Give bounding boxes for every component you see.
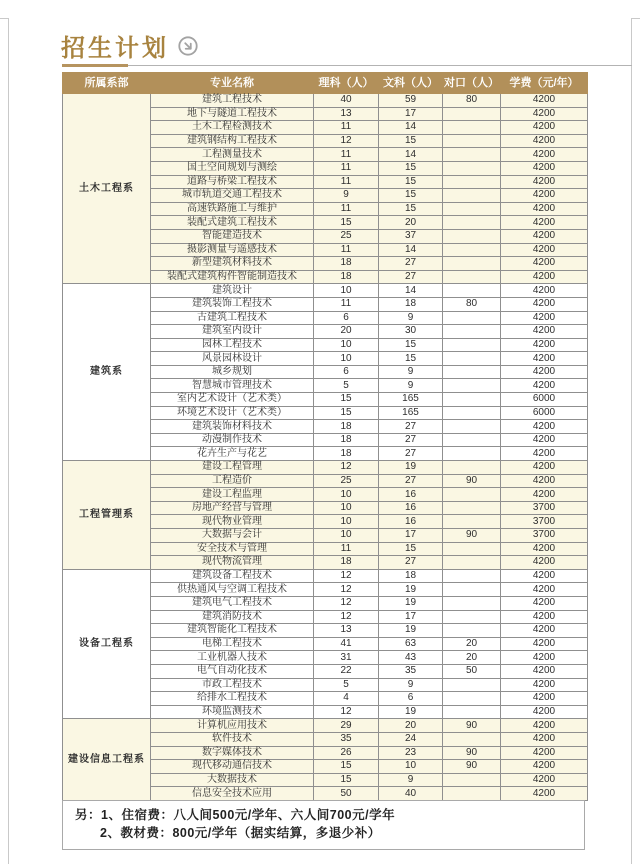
tuition-cell: 4200 [501,202,588,216]
tuition-cell: 4200 [501,692,588,706]
arts-count-cell: 18 [379,569,443,583]
tuition-cell: 4200 [501,447,588,461]
major-name-cell: 环境监测技术 [151,705,314,719]
column-header: 专业名称 [151,73,314,94]
science-count-cell: 11 [314,202,379,216]
tuition-cell: 4200 [501,556,588,570]
science-count-cell: 12 [314,705,379,719]
counterpart-count-cell [443,338,501,352]
science-count-cell: 5 [314,678,379,692]
science-count-cell: 6 [314,311,379,325]
science-count-cell: 31 [314,651,379,665]
science-count-cell: 15 [314,760,379,774]
major-name-cell: 建筑工程技术 [151,94,314,108]
science-count-cell: 18 [314,556,379,570]
counterpart-count-cell [443,121,501,135]
science-count-cell: 50 [314,787,379,801]
arts-count-cell: 16 [379,501,443,515]
science-count-cell: 25 [314,474,379,488]
tuition-cell: 4200 [501,243,588,257]
counterpart-count-cell [443,134,501,148]
column-header: 理科（人） [314,73,379,94]
counterpart-count-cell [443,501,501,515]
counterpart-count-cell [443,433,501,447]
tuition-cell: 4200 [501,379,588,393]
tuition-cell: 6000 [501,406,588,420]
counterpart-count-cell [443,243,501,257]
major-name-cell: 建筑电气工程技术 [151,596,314,610]
science-count-cell: 18 [314,270,379,284]
counterpart-count-cell [443,610,501,624]
tuition-cell: 4200 [501,352,588,366]
counterpart-count-cell: 80 [443,297,501,311]
science-count-cell: 12 [314,583,379,597]
tuition-cell: 4200 [501,338,588,352]
tuition-cell: 4200 [501,175,588,189]
science-count-cell: 18 [314,433,379,447]
counterpart-count-cell [443,515,501,529]
counterpart-count-cell [443,787,501,801]
tuition-cell: 4200 [501,189,588,203]
major-name-cell: 国土空间规划与测绘 [151,161,314,175]
tuition-cell: 4200 [501,433,588,447]
column-header: 所属系部 [63,73,151,94]
tuition-cell: 4200 [501,216,588,230]
counterpart-count-cell [443,379,501,393]
counterpart-count-cell [443,216,501,230]
department-cell: 设备工程系 [63,569,151,719]
department-cell: 建筑系 [63,284,151,461]
arts-count-cell: 20 [379,216,443,230]
tuition-cell: 4200 [501,678,588,692]
department-section [63,719,588,801]
department-cell: 建设信息工程系 [63,719,151,801]
counterpart-count-cell [443,692,501,706]
arts-count-cell: 24 [379,732,443,746]
arts-count-cell: 15 [379,175,443,189]
tuition-cell: 4200 [501,610,588,624]
arts-count-cell: 6 [379,692,443,706]
counterpart-count-cell [443,420,501,434]
major-name-cell: 装配式建筑工程技术 [151,216,314,230]
science-count-cell: 12 [314,134,379,148]
tuition-cell: 4200 [501,596,588,610]
science-count-cell: 4 [314,692,379,706]
major-name-cell: 高速铁路施工与维护 [151,202,314,216]
department-section [63,94,588,284]
counterpart-count-cell [443,365,501,379]
major-name-cell: 建筑智能化工程技术 [151,624,314,638]
science-count-cell: 11 [314,148,379,162]
science-count-cell: 10 [314,352,379,366]
major-name-cell: 智能建造技术 [151,229,314,243]
counterpart-count-cell [443,325,501,339]
counterpart-count-cell [443,447,501,461]
tuition-cell: 4200 [501,569,588,583]
tuition-cell: 4200 [501,760,588,774]
counterpart-count-cell [443,542,501,556]
arts-count-cell: 16 [379,515,443,529]
table-row [63,284,588,298]
major-name-cell: 给排水工程技术 [151,692,314,706]
tuition-cell: 6000 [501,393,588,407]
arts-count-cell: 19 [379,596,443,610]
science-count-cell: 6 [314,365,379,379]
arts-count-cell: 27 [379,257,443,271]
science-count-cell: 10 [314,515,379,529]
counterpart-count-cell [443,488,501,502]
major-name-cell: 供热通风与空调工程技术 [151,583,314,597]
science-count-cell: 11 [314,161,379,175]
arts-count-cell: 15 [379,202,443,216]
counterpart-count-cell [443,596,501,610]
counterpart-count-cell [443,678,501,692]
arts-count-cell: 9 [379,678,443,692]
tuition-cell: 4200 [501,325,588,339]
major-name-cell: 电气自动化技术 [151,664,314,678]
arts-count-cell: 15 [379,542,443,556]
major-name-cell: 建筑设备工程技术 [151,569,314,583]
major-name-cell: 装配式建筑构件智能制造技术 [151,270,314,284]
arts-count-cell: 63 [379,637,443,651]
tuition-cell: 4200 [501,637,588,651]
counterpart-count-cell: 50 [443,664,501,678]
science-count-cell: 11 [314,297,379,311]
arts-count-cell: 23 [379,746,443,760]
table-row [63,569,588,583]
counterpart-count-cell [443,257,501,271]
major-name-cell: 房地产经营与管理 [151,501,314,515]
science-count-cell: 20 [314,325,379,339]
science-count-cell: 12 [314,596,379,610]
counterpart-count-cell [443,148,501,162]
science-count-cell: 13 [314,624,379,638]
major-name-cell: 大数据技术 [151,773,314,787]
counterpart-count-cell [443,189,501,203]
science-count-cell: 25 [314,229,379,243]
textbook-fee-note: 2、教材费：800元/学年（据实结算，多退少补） [100,826,381,841]
page-edge-line [8,18,9,864]
tuition-cell: 4200 [501,719,588,733]
tuition-cell: 4200 [501,257,588,271]
tuition-cell: 4200 [501,773,588,787]
tuition-cell: 4200 [501,651,588,665]
counterpart-count-cell: 90 [443,529,501,543]
arts-count-cell: 27 [379,270,443,284]
arts-count-cell: 19 [379,583,443,597]
science-count-cell: 22 [314,664,379,678]
page-title: 招生计划 [61,36,169,62]
science-count-cell: 10 [314,501,379,515]
science-count-cell: 13 [314,107,379,121]
science-count-cell: 11 [314,121,379,135]
counterpart-count-cell: 20 [443,651,501,665]
counterpart-count-cell [443,352,501,366]
counterpart-count-cell: 90 [443,719,501,733]
page-edge-line [631,18,632,864]
arts-count-cell: 17 [379,610,443,624]
major-name-cell: 建筑钢结构工程技术 [151,134,314,148]
arts-count-cell: 9 [379,365,443,379]
table-row [63,719,588,733]
counterpart-count-cell [443,270,501,284]
science-count-cell: 11 [314,542,379,556]
counterpart-count-cell [443,773,501,787]
arts-count-cell: 15 [379,161,443,175]
counterpart-count-cell [443,107,501,121]
counterpart-count-cell [443,583,501,597]
arts-count-cell: 19 [379,461,443,475]
major-name-cell: 信息安全技术应用 [151,787,314,801]
science-count-cell: 11 [314,243,379,257]
accommodation-fee-note: 另：1、住宿费：八人间500元/学年、六人间700元/学年 [75,808,396,822]
tuition-cell: 4200 [501,270,588,284]
science-count-cell: 18 [314,447,379,461]
arts-count-cell: 9 [379,379,443,393]
major-name-cell: 城乡规划 [151,365,314,379]
counterpart-count-cell [443,161,501,175]
tuition-cell: 4200 [501,161,588,175]
arts-count-cell: 27 [379,420,443,434]
arts-count-cell: 40 [379,787,443,801]
tuition-cell: 4200 [501,787,588,801]
tuition-cell: 3700 [501,501,588,515]
tuition-cell: 4200 [501,664,588,678]
major-name-cell: 安全技术与管理 [151,542,314,556]
tuition-cell: 4200 [501,488,588,502]
arts-count-cell: 27 [379,433,443,447]
science-count-cell: 15 [314,393,379,407]
arts-count-cell: 35 [379,664,443,678]
major-name-cell: 建设工程监理 [151,488,314,502]
arts-count-cell: 27 [379,556,443,570]
column-header: 学费（元/年） [501,73,588,94]
science-count-cell: 12 [314,461,379,475]
science-count-cell: 9 [314,189,379,203]
major-name-cell: 风景园林设计 [151,352,314,366]
counterpart-count-cell: 90 [443,760,501,774]
arts-count-cell: 15 [379,338,443,352]
major-name-cell: 智慧城市管理技术 [151,379,314,393]
fees-note-box [62,800,585,850]
tuition-cell: 3700 [501,529,588,543]
science-count-cell: 11 [314,175,379,189]
science-count-cell: 10 [314,529,379,543]
science-count-cell: 5 [314,379,379,393]
counterpart-count-cell [443,229,501,243]
counterpart-count-cell [443,732,501,746]
counterpart-count-cell [443,624,501,638]
arts-count-cell: 19 [379,624,443,638]
arts-count-cell: 43 [379,651,443,665]
science-count-cell: 41 [314,637,379,651]
arts-count-cell: 10 [379,760,443,774]
science-count-cell: 35 [314,732,379,746]
tuition-cell: 4200 [501,732,588,746]
arts-count-cell: 15 [379,189,443,203]
arts-count-cell: 14 [379,243,443,257]
major-name-cell: 现代移动通信技术 [151,760,314,774]
science-count-cell: 10 [314,284,379,298]
arts-count-cell: 9 [379,311,443,325]
arts-count-cell: 14 [379,121,443,135]
counterpart-count-cell: 90 [443,474,501,488]
counterpart-count-cell: 80 [443,94,501,108]
arts-count-cell: 19 [379,705,443,719]
tuition-cell: 4200 [501,94,588,108]
major-name-cell: 环境艺术设计（艺术类） [151,406,314,420]
tuition-cell: 4200 [501,461,588,475]
science-count-cell: 18 [314,420,379,434]
department-section [63,461,588,570]
tuition-cell: 4200 [501,311,588,325]
major-name-cell: 城市轨道交通工程技术 [151,189,314,203]
arts-count-cell: 27 [379,447,443,461]
column-header: 对口（人） [443,73,501,94]
page-corner-mark [631,18,640,19]
tuition-cell: 4200 [501,365,588,379]
table-row [63,94,588,108]
major-name-cell: 工业机器人技术 [151,651,314,665]
arts-count-cell: 59 [379,94,443,108]
tuition-cell: 4200 [501,107,588,121]
major-name-cell: 土木工程检测技术 [151,121,314,135]
arts-count-cell: 14 [379,284,443,298]
title-underline-accent [62,64,128,67]
counterpart-count-cell [443,556,501,570]
major-name-cell: 数字媒体技术 [151,746,314,760]
major-name-cell: 动漫制作技术 [151,433,314,447]
arrow-down-right-circle-icon [177,35,199,57]
tuition-cell: 4200 [501,705,588,719]
major-name-cell: 现代物流管理 [151,556,314,570]
title-underline [128,65,632,66]
column-header: 文科（人） [379,73,443,94]
counterpart-count-cell [443,175,501,189]
department-section [63,284,588,461]
science-count-cell: 26 [314,746,379,760]
counterpart-count-cell [443,311,501,325]
major-name-cell: 工程造价 [151,474,314,488]
tuition-cell: 4200 [501,284,588,298]
major-name-cell: 建筑装饰工程技术 [151,297,314,311]
major-name-cell: 现代物业管理 [151,515,314,529]
major-name-cell: 计算机应用技术 [151,719,314,733]
counterpart-count-cell: 90 [443,746,501,760]
science-count-cell: 12 [314,610,379,624]
table-row [63,461,588,475]
major-name-cell: 建筑装饰材料技术 [151,420,314,434]
tuition-cell: 4200 [501,542,588,556]
major-name-cell: 工程测量技术 [151,148,314,162]
page-header [61,28,199,63]
counterpart-count-cell [443,284,501,298]
counterpart-count-cell [443,202,501,216]
science-count-cell: 15 [314,216,379,230]
tuition-cell: 4200 [501,746,588,760]
major-name-cell: 园林工程技术 [151,338,314,352]
major-name-cell: 市政工程技术 [151,678,314,692]
arts-count-cell: 16 [379,488,443,502]
counterpart-count-cell [443,393,501,407]
arts-count-cell: 37 [379,229,443,243]
counterpart-count-cell [443,705,501,719]
major-name-cell: 建筑室内设计 [151,325,314,339]
arts-count-cell: 14 [379,148,443,162]
arts-count-cell: 27 [379,474,443,488]
science-count-cell: 10 [314,488,379,502]
science-count-cell: 12 [314,569,379,583]
major-name-cell: 花卉生产与花艺 [151,447,314,461]
arts-count-cell: 30 [379,325,443,339]
major-name-cell: 室内艺术设计（艺术类） [151,393,314,407]
enrollment-plan-table [62,72,588,801]
science-count-cell: 15 [314,773,379,787]
arts-count-cell: 20 [379,719,443,733]
major-name-cell: 古建筑工程技术 [151,311,314,325]
major-name-cell: 建筑设计 [151,284,314,298]
arts-count-cell: 165 [379,406,443,420]
major-name-cell: 摄影测量与遥感技术 [151,243,314,257]
department-section [63,569,588,719]
major-name-cell: 道路与桥梁工程技术 [151,175,314,189]
major-name-cell: 电梯工程技术 [151,637,314,651]
major-name-cell: 软件技术 [151,732,314,746]
arts-count-cell: 15 [379,134,443,148]
science-count-cell: 10 [314,338,379,352]
table-header-row [63,73,588,94]
tuition-cell: 4200 [501,121,588,135]
major-name-cell: 建筑消防技术 [151,610,314,624]
arts-count-cell: 18 [379,297,443,311]
major-name-cell: 新型建筑材料技术 [151,257,314,271]
tuition-cell: 4200 [501,229,588,243]
tuition-cell: 4200 [501,474,588,488]
arts-count-cell: 15 [379,352,443,366]
counterpart-count-cell [443,406,501,420]
arts-count-cell: 17 [379,529,443,543]
tuition-cell: 4200 [501,134,588,148]
department-cell: 土木工程系 [63,94,151,284]
major-name-cell: 建设工程管理 [151,461,314,475]
arts-count-cell: 17 [379,107,443,121]
counterpart-count-cell: 20 [443,637,501,651]
major-name-cell: 地下与隧道工程技术 [151,107,314,121]
arts-count-cell: 165 [379,393,443,407]
tuition-cell: 4200 [501,297,588,311]
tuition-cell: 4200 [501,583,588,597]
counterpart-count-cell [443,461,501,475]
department-cell: 工程管理系 [63,461,151,570]
tuition-cell: 4200 [501,624,588,638]
science-count-cell: 29 [314,719,379,733]
major-name-cell: 大数据与会计 [151,529,314,543]
tuition-cell: 4200 [501,420,588,434]
counterpart-count-cell [443,569,501,583]
tuition-cell: 3700 [501,515,588,529]
tuition-cell: 4200 [501,148,588,162]
arts-count-cell: 9 [379,773,443,787]
science-count-cell: 40 [314,94,379,108]
science-count-cell: 18 [314,257,379,271]
science-count-cell: 15 [314,406,379,420]
